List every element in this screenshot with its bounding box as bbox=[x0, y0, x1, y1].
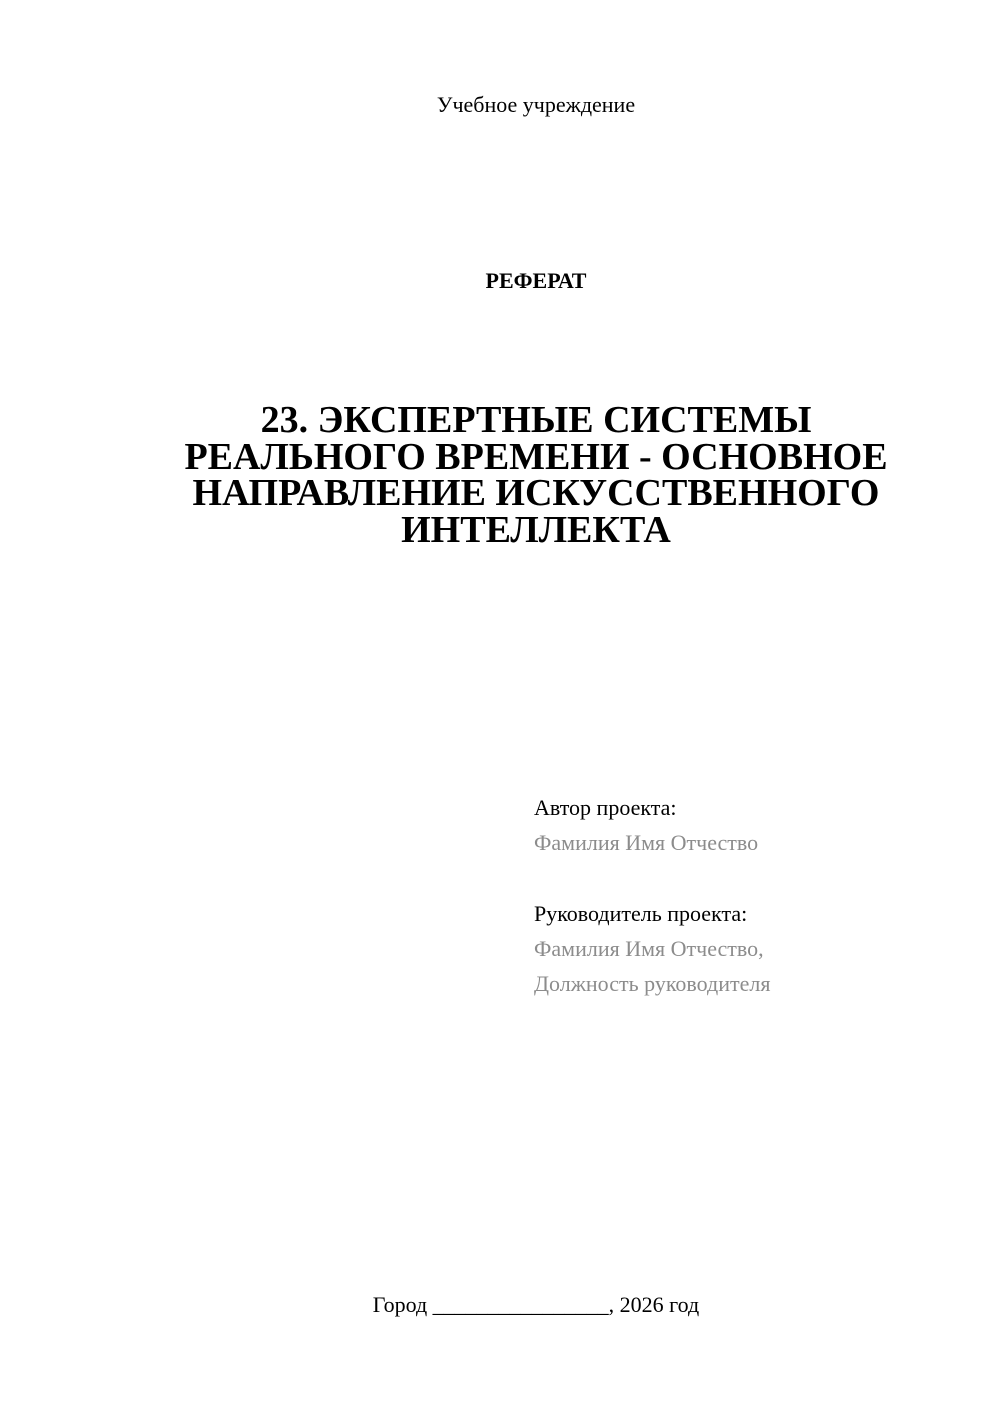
document-type: РЕФЕРАТ bbox=[485, 268, 587, 293]
title-line: ИНТЕЛЛЕКТА bbox=[401, 508, 671, 551]
title-line: РЕАЛЬНОГО ВРЕМЕНИ - ОСНОВНОЕ bbox=[184, 435, 888, 478]
title-line: 23. ЭКСПЕРТНЫЕ СИСТЕМЫ bbox=[260, 399, 812, 441]
supervisor-position: Должность руководителя bbox=[534, 971, 771, 996]
supervisor-label: Руководитель проекта: bbox=[534, 901, 748, 926]
city-year-line: Город ________________, 2026 год bbox=[372, 1292, 700, 1317]
supervisor-name: Фамилия Имя Отчество, bbox=[534, 936, 764, 961]
author-label: Автор проекта: bbox=[534, 795, 677, 820]
institution-name: Учебное учреждение bbox=[436, 92, 636, 117]
author-name: Фамилия Имя Отчество bbox=[534, 830, 759, 855]
document-title bbox=[0, 399, 1000, 551]
project-info-block bbox=[534, 790, 770, 1001]
section-spacer bbox=[534, 860, 770, 896]
title-line: НАПРАВЛЕНИЕ ИСКУССТВЕННОГО bbox=[192, 472, 880, 514]
